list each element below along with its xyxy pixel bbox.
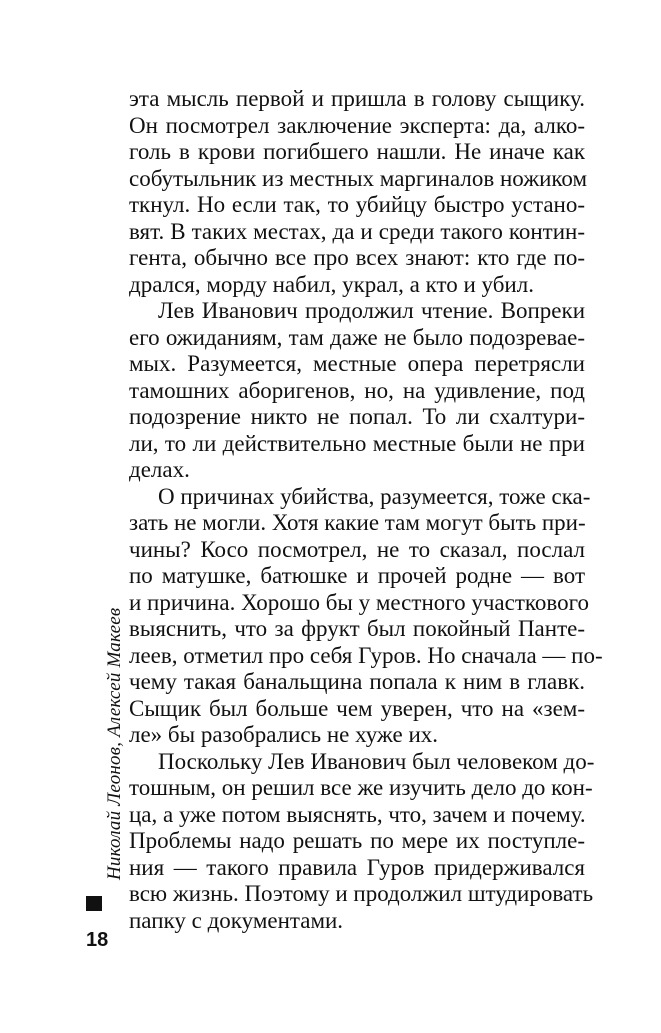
text-line: леев, отметил про себя Гуров. Но сначала — по- xyxy=(129,642,603,668)
text-line: дрался, морду набил, украл, а кто и убил. xyxy=(129,271,534,297)
text-line: по матушке, батюшке и прочей родне — вот xyxy=(129,563,585,588)
text-line: чему такая банальщина попала к ним в главк. xyxy=(129,669,585,694)
text-line: гента, обычно все про всех знают: кто где по- xyxy=(129,245,585,270)
text-line: зать не могли. Хотя какие там могут быть при- xyxy=(129,510,586,535)
text-line: тамошних аборигенов, но, на удивление, под xyxy=(129,377,585,403)
running-head-authors: Николай Леонов, Алексей Макеев xyxy=(104,607,125,880)
text-line: выяснить, что за фрукт был покойный Панте- xyxy=(129,616,585,641)
text-line: тошным, он решил все же изучить дело до кон- xyxy=(129,775,593,800)
text-line: вят. В таких местах, да и среди такого контин- xyxy=(129,218,585,244)
text-line: Поскольку Лев Иванович был человеком до- xyxy=(158,748,595,774)
text-line: ткнул. Но если так, то убийцу быстро устано- xyxy=(129,192,585,217)
text-line: папку с документами. xyxy=(129,907,344,933)
text-line: Лев Иванович продолжил чтение. Вопреки xyxy=(158,298,585,323)
page-marker-square xyxy=(86,896,102,911)
text-line: ле» бы разобрались не хуже их. xyxy=(129,722,439,747)
text-line: делах. xyxy=(129,457,190,482)
text-line: Проблемы надо решать по мере их поступле- xyxy=(129,828,585,853)
text-line: ния — такого правила Гуров придерживался xyxy=(129,854,585,880)
text-line: мых. Разумеется, местные опера перетрясли xyxy=(129,351,585,376)
text-line: подозрение никто не попал. То ли схалтури- xyxy=(129,404,585,429)
text-line: ли, то ли действительно местные были не при xyxy=(129,430,585,456)
body-text xyxy=(129,86,603,934)
page-number: 18 xyxy=(86,929,109,951)
text-line: О причинах убийства, разумеется, тоже ска- xyxy=(158,483,591,509)
text-line: голь в крови погибшего нашли. Не иначе как xyxy=(129,139,585,164)
text-line: всю жизнь. Поэтому и продолжил штудировать xyxy=(129,881,594,906)
text-line: Он посмотрел заключение эксперта: да, алко- xyxy=(129,112,585,138)
text-line: Сыщик был больше чем уверен, что на «зем- xyxy=(129,695,585,721)
text-line: собутыльник из местных маргиналов ножиком xyxy=(129,165,588,191)
text-line: его ожиданиям, там даже не было подозревае- xyxy=(129,324,585,350)
text-line: чины? Косо посмотрел, не то сказал, послал xyxy=(129,536,585,562)
text-line: эта мысль первой и пришла в голову сыщику. xyxy=(129,86,585,111)
text-line: ца, а уже потом выяснять, что, зачем и почему. xyxy=(129,801,586,827)
text-line: и причина. Хорошо бы у местного участкового xyxy=(129,589,589,615)
